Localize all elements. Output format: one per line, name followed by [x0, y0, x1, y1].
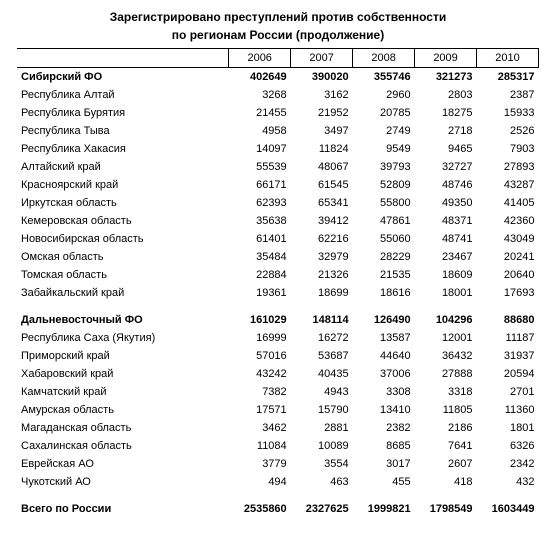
- value-cell-2007: 48067: [318, 161, 349, 173]
- value-cell-2006: 62393: [256, 197, 287, 209]
- table-row: [17, 401, 539, 419]
- value-cell-2007: 21952: [318, 107, 349, 119]
- value-cell-2010: 43049: [503, 233, 535, 245]
- header-row: [17, 49, 539, 68]
- region-name: Приморский край: [21, 350, 110, 362]
- table-row: [17, 122, 539, 140]
- value-cell-2009: 321273: [435, 71, 473, 83]
- value-cell-2008: 55060: [379, 233, 411, 245]
- value-cell-2006: 21455: [256, 107, 287, 119]
- value-cell-2010: 11360: [504, 404, 535, 416]
- value-cell-2010: 41405: [503, 197, 535, 209]
- value-cell-2009: 18001: [441, 287, 473, 299]
- value-cell-2008: 2382: [386, 422, 411, 434]
- region-name: Хабаровский край: [21, 368, 114, 380]
- value-cell-2008: 3017: [386, 458, 411, 470]
- value-cell-2006: 161029: [249, 314, 287, 326]
- value-cell-2009: 418: [454, 476, 473, 488]
- table-row: [17, 329, 539, 347]
- value-cell-2009: 7641: [448, 440, 473, 452]
- table-row: [17, 419, 539, 437]
- region-name: Республика Бурятия: [21, 107, 126, 119]
- table-row: [17, 104, 539, 122]
- row-spacer: [17, 302, 539, 311]
- value-cell-2008: 1999821: [367, 503, 411, 515]
- value-cell-2006: 3268: [262, 89, 287, 101]
- region-name: Республика Хакасия: [21, 143, 126, 155]
- year-header: 2010: [477, 49, 539, 68]
- region-name: Амурская область: [21, 404, 114, 416]
- value-cell-2007: 15790: [318, 404, 349, 416]
- region-name: Омская область: [21, 251, 104, 263]
- value-cell-2009: 1798549: [429, 503, 473, 515]
- value-cell-2007: 463: [330, 476, 349, 488]
- value-cell-2007: 18699: [318, 287, 349, 299]
- table-row: [17, 347, 539, 365]
- value-cell-2009: 48371: [441, 215, 473, 227]
- value-cell-2007: 390020: [311, 71, 349, 83]
- region-name: Магаданская область: [21, 422, 132, 434]
- value-cell-2009: 49350: [441, 197, 473, 209]
- value-cell-2007: 65341: [318, 197, 349, 209]
- region-name: Кемеровская область: [21, 215, 132, 227]
- table-row: [17, 140, 539, 158]
- value-cell-2008: 13587: [379, 332, 411, 344]
- value-cell-2008: 355746: [373, 71, 411, 83]
- value-cell-2010: 27893: [503, 161, 535, 173]
- value-cell-2010: 20241: [503, 251, 535, 263]
- value-cell-2006: 61401: [256, 233, 287, 245]
- value-cell-2008: 44640: [379, 350, 411, 362]
- value-cell-2010: 42360: [503, 215, 535, 227]
- region-name: Дальневосточный ФО: [21, 314, 143, 326]
- value-cell-2009: 36432: [441, 350, 473, 362]
- value-cell-2008: 52809: [379, 179, 411, 191]
- value-cell-2007: 39412: [318, 215, 349, 227]
- value-cell-2007: 2327625: [305, 503, 349, 515]
- value-cell-2006: 22884: [256, 269, 287, 281]
- value-cell-2008: 20785: [379, 107, 411, 119]
- value-cell-2007: 3554: [324, 458, 349, 470]
- year-header: 2008: [353, 49, 415, 68]
- value-cell-2010: 1603449: [491, 503, 535, 515]
- value-cell-2006: 11084: [256, 440, 287, 452]
- value-cell-2007: 53687: [318, 350, 349, 362]
- region-name: Новосибирская область: [21, 233, 144, 245]
- value-cell-2010: 432: [516, 476, 535, 488]
- total-row: [17, 500, 539, 518]
- spacer-cell: [17, 491, 539, 500]
- region-name: Иркутская область: [21, 197, 117, 209]
- value-cell-2006: 7382: [262, 386, 287, 398]
- table-row: [17, 248, 539, 266]
- table-row: [17, 365, 539, 383]
- value-cell-2008: 3308: [386, 386, 411, 398]
- value-cell-2009: 104296: [435, 314, 473, 326]
- region-name: Еврейская АО: [21, 458, 94, 470]
- value-cell-2010: 43287: [503, 179, 535, 191]
- value-cell-2009: 11805: [442, 404, 473, 416]
- table-row: [17, 158, 539, 176]
- value-cell-2006: 494: [268, 476, 287, 488]
- value-cell-2009: 18275: [441, 107, 473, 119]
- region-name: Чукотский АО: [21, 476, 91, 488]
- value-cell-2010: 6326: [510, 440, 535, 452]
- value-cell-2010: 285317: [497, 71, 535, 83]
- region-name: Красноярский край: [21, 179, 119, 191]
- region-name: Забайкальский край: [21, 287, 125, 299]
- table-row: [17, 437, 539, 455]
- value-cell-2008: 37006: [379, 368, 411, 380]
- total-row: [17, 311, 539, 329]
- value-cell-2008: 2749: [386, 125, 411, 137]
- value-cell-2010: 2701: [510, 386, 535, 398]
- region-name: Томская область: [21, 269, 107, 281]
- value-cell-2010: 17693: [503, 287, 535, 299]
- value-cell-2009: 32727: [441, 161, 473, 173]
- value-cell-2010: 20640: [503, 269, 535, 281]
- value-cell-2008: 28229: [379, 251, 411, 263]
- value-cell-2009: 9465: [448, 143, 473, 155]
- value-cell-2008: 21535: [379, 269, 411, 281]
- value-cell-2009: 2718: [448, 125, 473, 137]
- value-cell-2009: 23467: [441, 251, 473, 263]
- value-cell-2007: 40435: [318, 368, 349, 380]
- value-cell-2010: 2387: [510, 89, 535, 101]
- value-cell-2007: 32979: [318, 251, 349, 263]
- value-cell-2008: 39793: [379, 161, 411, 173]
- total-row: [17, 68, 539, 87]
- value-cell-2006: 55539: [256, 161, 287, 173]
- value-cell-2009: 2186: [448, 422, 473, 434]
- region-name: Сибирский ФО: [21, 71, 103, 83]
- value-cell-2007: 3162: [324, 89, 349, 101]
- region-name: Алтайский край: [21, 161, 101, 173]
- value-cell-2007: 10089: [318, 440, 349, 452]
- value-cell-2006: 4958: [262, 125, 287, 137]
- value-cell-2010: 31937: [503, 350, 535, 362]
- value-cell-2009: 2803: [448, 89, 473, 101]
- value-cell-2006: 43242: [256, 368, 287, 380]
- value-cell-2009: 48741: [441, 233, 473, 245]
- region-name: Республика Тыва: [21, 125, 110, 137]
- value-cell-2010: 2342: [510, 458, 535, 470]
- value-cell-2009: 2607: [448, 458, 473, 470]
- table-subtitle: по регионам России (продолжение): [171, 28, 385, 42]
- value-cell-2007: 11824: [318, 143, 349, 155]
- value-cell-2008: 9549: [386, 143, 411, 155]
- value-cell-2006: 35638: [256, 215, 287, 227]
- value-cell-2009: 27888: [441, 368, 473, 380]
- year-header: 2009: [415, 49, 477, 68]
- table-row: [17, 266, 539, 284]
- spacer-cell: [17, 302, 539, 311]
- value-cell-2007: 61545: [318, 179, 349, 191]
- value-cell-2008: 455: [392, 476, 411, 488]
- value-cell-2006: 402649: [249, 71, 287, 83]
- value-cell-2006: 66171: [256, 179, 287, 191]
- value-cell-2006: 2535860: [243, 503, 287, 515]
- table-body: [17, 68, 539, 519]
- value-cell-2006: 14097: [256, 143, 287, 155]
- value-cell-2007: 16272: [318, 332, 349, 344]
- value-cell-2008: 47861: [379, 215, 411, 227]
- table-row: [17, 383, 539, 401]
- table-row: [17, 212, 539, 230]
- value-cell-2007: 3497: [324, 125, 349, 137]
- table-row: [17, 473, 539, 491]
- value-cell-2010: 20594: [503, 368, 535, 380]
- value-cell-2010: 2526: [510, 125, 535, 137]
- value-cell-2007: 2881: [324, 422, 349, 434]
- value-cell-2008: 13410: [379, 404, 411, 416]
- value-cell-2006: 35484: [256, 251, 287, 263]
- value-cell-2009: 48746: [441, 179, 473, 191]
- region-name: Республика Алтай: [21, 89, 115, 101]
- table-row: [17, 455, 539, 473]
- value-cell-2009: 18609: [441, 269, 473, 281]
- value-cell-2010: 1801: [510, 422, 535, 434]
- value-cell-2010: 15933: [503, 107, 535, 119]
- table-row: [17, 86, 539, 104]
- region-name: Всего по России: [21, 503, 112, 515]
- value-cell-2008: 126490: [373, 314, 411, 326]
- row-spacer: [17, 491, 539, 500]
- region-name: Камчатский край: [21, 386, 107, 398]
- table-row: [17, 284, 539, 302]
- value-cell-2008: 2960: [386, 89, 411, 101]
- value-cell-2008: 55800: [379, 197, 411, 209]
- value-cell-2007: 62216: [318, 233, 349, 245]
- value-cell-2010: 11187: [505, 332, 535, 344]
- value-cell-2006: 19361: [256, 287, 287, 299]
- value-cell-2009: 12001: [441, 332, 473, 344]
- crime-statistics-table: [17, 48, 539, 518]
- year-header: 2007: [291, 49, 353, 68]
- value-cell-2008: 18616: [379, 287, 411, 299]
- year-header: 2006: [229, 49, 291, 68]
- table-title: Зарегистрировано преступлений против собственности: [109, 10, 447, 24]
- value-cell-2009: 3318: [448, 386, 473, 398]
- region-name: Республика Саха (Якутия): [21, 332, 156, 344]
- value-cell-2006: 16999: [256, 332, 287, 344]
- value-cell-2007: 148114: [312, 314, 349, 326]
- table-row: [17, 230, 539, 248]
- table-row: [17, 176, 539, 194]
- value-cell-2006: 3462: [262, 422, 287, 434]
- value-cell-2007: 4943: [324, 386, 349, 398]
- value-cell-2010: 88680: [503, 314, 535, 326]
- region-name: Сахалинская область: [21, 440, 132, 452]
- value-cell-2006: 57016: [256, 350, 287, 362]
- value-cell-2010: 7903: [510, 143, 535, 155]
- header-corner-cell: [17, 49, 229, 68]
- value-cell-2006: 3779: [262, 458, 287, 470]
- value-cell-2006: 17571: [256, 404, 287, 416]
- table-row: [17, 194, 539, 212]
- value-cell-2007: 21326: [318, 269, 349, 281]
- value-cell-2008: 8685: [386, 440, 411, 452]
